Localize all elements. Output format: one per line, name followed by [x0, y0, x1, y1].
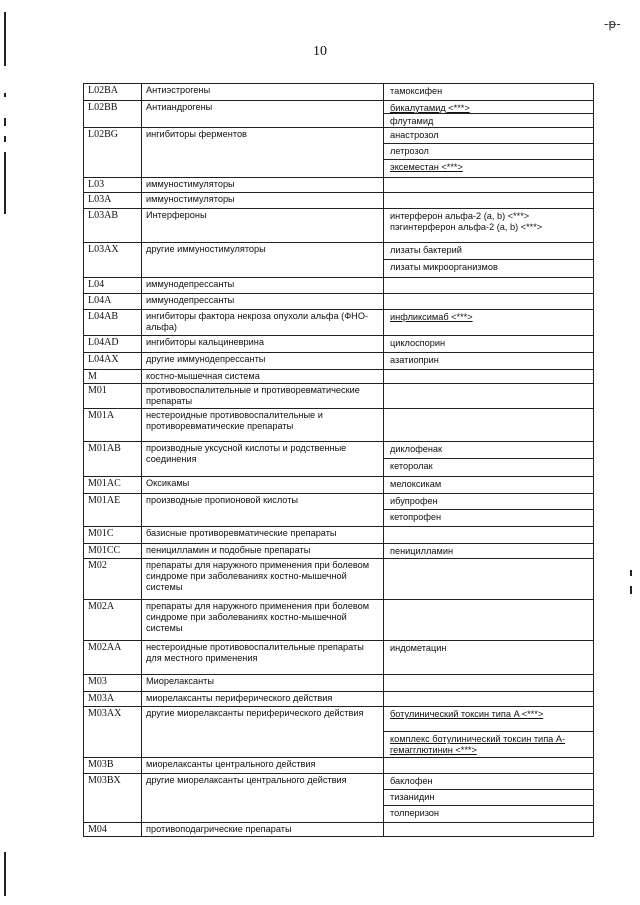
- table-row: [84, 193, 594, 209]
- table-row: [84, 675, 594, 692]
- scan-artifact: [4, 118, 6, 126]
- page-number: 10: [313, 44, 327, 59]
- table-row: [84, 774, 594, 823]
- table-row: [84, 310, 594, 336]
- drug-names-cell: [384, 477, 594, 494]
- atc-code-cell: M01CC: [84, 544, 142, 559]
- atc-code-cell: M03A: [84, 692, 142, 707]
- drug-names-cell: [384, 336, 594, 353]
- pharmacological-group-cell: нестероидные противовоспалительные и противоревматические препараты: [142, 409, 384, 442]
- pharmacological-group-cell: производные пропионовой кислоты: [142, 494, 384, 527]
- drug-name: флутамид: [390, 116, 434, 126]
- table-row: [84, 559, 594, 600]
- atc-code-cell: M01AC: [84, 477, 142, 494]
- scan-artifact: [630, 570, 632, 576]
- drug-names-cell: [384, 128, 594, 178]
- atc-code-cell: L04AB: [84, 310, 142, 336]
- drug-names-cell: [384, 823, 594, 837]
- atc-code-cell: L02BB: [84, 101, 142, 128]
- drug-names-cell: [384, 178, 594, 193]
- table-row: [84, 353, 594, 370]
- drug-classification-table: [83, 83, 594, 837]
- scan-artifact: [4, 93, 6, 97]
- pharmacological-group-cell: миорелаксанты периферического действия: [142, 692, 384, 707]
- pharmacological-group-cell: препараты для наружного применения при болевом синдроме при заболеваниях костно-мышечной системы: [142, 559, 384, 600]
- scan-artifact: [4, 136, 6, 142]
- drug-name: ботулинический токсин типа A <***>: [384, 707, 593, 732]
- drug-names-cell: [384, 559, 594, 600]
- pharmacological-group-cell: иммуностимуляторы: [142, 193, 384, 209]
- pharmacological-group-cell: Миорелаксанты: [142, 675, 384, 692]
- drug-names-cell: [384, 600, 594, 641]
- drug-name: тамоксифен: [390, 86, 443, 96]
- drug-name: лизаты микроорганизмов: [390, 262, 498, 272]
- pharmacological-group-cell: иммунодепрессанты: [142, 278, 384, 294]
- table-row: [84, 209, 594, 243]
- drug-names-cell: [384, 294, 594, 310]
- drug-names-cell: [384, 370, 594, 384]
- drug-names-cell: [384, 209, 594, 243]
- drug-name: эксеместан <***>: [390, 162, 463, 172]
- drug-names-cell: [384, 692, 594, 707]
- drug-name: циклоспорин: [390, 338, 446, 348]
- pharmacological-group-cell: Антиэстрогены: [142, 84, 384, 101]
- drug-name: диклофенак: [384, 442, 593, 459]
- table-row: [84, 527, 594, 544]
- atc-code-cell: M03B: [84, 758, 142, 774]
- drug-names-cell: [384, 193, 594, 209]
- drug-name: ибупрофен: [384, 494, 593, 510]
- pharmacological-group-cell: базисные противоревматические препараты: [142, 527, 384, 544]
- drug-name: лизаты бактерий: [384, 243, 593, 260]
- table-row: [84, 758, 594, 774]
- atc-code-cell: M01AB: [84, 442, 142, 477]
- drug-name: азатиоприн: [390, 355, 439, 365]
- atc-code-cell: L02BG: [84, 128, 142, 178]
- atc-code-cell: L04: [84, 278, 142, 294]
- drug-names-cell: [384, 641, 594, 675]
- drug-name: кетопрофен: [390, 512, 442, 522]
- pharmacological-group-cell: миорелаксанты центрального действия: [142, 758, 384, 774]
- drug-names-cell: [384, 278, 594, 294]
- drug-names-cell: [384, 675, 594, 692]
- table-row: [84, 101, 594, 128]
- drug-name: комплекс ботулинический токсин типа A-гемагглютинин <***>: [390, 734, 566, 755]
- scan-artifact: [4, 852, 6, 896]
- atc-code-cell: M02: [84, 559, 142, 600]
- atc-code-cell: M01C: [84, 527, 142, 544]
- atc-code-cell: M01A: [84, 409, 142, 442]
- table-row: [84, 178, 594, 193]
- pharmacological-group-cell: другие иммуностимуляторы: [142, 243, 384, 278]
- pharmacological-group-cell: ингибиторы фактора некроза опухоли альфа (ФНО-альфа): [142, 310, 384, 336]
- scan-artifact: [4, 12, 6, 66]
- drug-name: летрозол: [384, 144, 593, 160]
- table-row: [84, 641, 594, 675]
- drug-name: мелоксикам: [390, 479, 442, 489]
- table-row: [84, 294, 594, 310]
- atc-code-cell: L04AX: [84, 353, 142, 370]
- atc-code-cell: M02A: [84, 600, 142, 641]
- pharmacological-group-cell: Антиандрогены: [142, 101, 384, 128]
- atc-code-cell: M01AE: [84, 494, 142, 527]
- drug-name: индометацин: [390, 643, 447, 653]
- pharmacological-group-cell: пеницилламин и подобные препараты: [142, 544, 384, 559]
- pharmacological-group-cell: противоподагрические препараты: [142, 823, 384, 837]
- atc-code-cell: M03: [84, 675, 142, 692]
- pharmacological-group-cell: противовоспалительные и противоревматические препараты: [142, 384, 384, 409]
- table-row: [84, 600, 594, 641]
- table-row: [84, 692, 594, 707]
- drug-names-cell: [384, 101, 594, 128]
- table-row: [84, 278, 594, 294]
- table-row: [84, 442, 594, 477]
- scan-artifact: [630, 586, 632, 594]
- drug-names-cell: [384, 84, 594, 101]
- pharmacological-group-cell: ингибиторы ферментов: [142, 128, 384, 178]
- atc-code-cell: M03BX: [84, 774, 142, 823]
- table-row: [84, 707, 594, 758]
- drug-names-cell: [384, 310, 594, 336]
- atc-code-cell: M04: [84, 823, 142, 837]
- drug-name: пеницилламин: [390, 546, 454, 556]
- drug-names-cell: [384, 774, 594, 823]
- drug-name: бикалутамид <***>: [384, 101, 593, 114]
- table-row: [84, 84, 594, 101]
- drug-name: тизанидин: [384, 790, 593, 806]
- drug-names-cell: [384, 494, 594, 527]
- atc-code-cell: L03: [84, 178, 142, 193]
- pharmacological-group-cell: нестероидные противовоспалительные препараты для местного применения: [142, 641, 384, 675]
- pharmacological-group-cell: другие миорелаксанты периферического действия: [142, 707, 384, 758]
- scan-artifact: [4, 152, 6, 214]
- table-row: [84, 494, 594, 527]
- drug-names-cell: [384, 544, 594, 559]
- drug-names-cell: [384, 442, 594, 477]
- corner-mark: -ᵽ-: [604, 17, 621, 31]
- atc-code-cell: L04A: [84, 294, 142, 310]
- drug-names-cell: [384, 409, 594, 442]
- pharmacological-group-cell: производные уксусной кислоты и родственные соединения: [142, 442, 384, 477]
- table-row: [84, 336, 594, 353]
- table-row: [84, 409, 594, 442]
- pharmacological-group-cell: другие миорелаксанты центрального действия: [142, 774, 384, 823]
- pharmacological-group-cell: Интерфероны: [142, 209, 384, 243]
- drug-name: кеторолак: [390, 461, 433, 471]
- pharmacological-group-cell: другие иммунодепрессанты: [142, 353, 384, 370]
- atc-code-cell: M: [84, 370, 142, 384]
- pharmacological-group-cell: Оксикамы: [142, 477, 384, 494]
- drug-name: инфликсимаб <***>: [390, 312, 473, 322]
- table-row: [84, 370, 594, 384]
- drug-names-cell: [384, 384, 594, 409]
- drug-name: баклофен: [384, 774, 593, 790]
- atc-code-cell: M01: [84, 384, 142, 409]
- atc-code-cell: M03AX: [84, 707, 142, 758]
- pharmacological-group-cell: костно-мышечная система: [142, 370, 384, 384]
- atc-code-cell: L03AB: [84, 209, 142, 243]
- table-row: [84, 128, 594, 178]
- drug-names-cell: [384, 353, 594, 370]
- table-row: [84, 384, 594, 409]
- table-row: [84, 243, 594, 278]
- atc-code-cell: L02BA: [84, 84, 142, 101]
- drug-names-cell: [384, 707, 594, 758]
- drug-names-cell: [384, 527, 594, 544]
- table-row: [84, 544, 594, 559]
- atc-code-cell: L04AD: [84, 336, 142, 353]
- drug-name: анастрозол: [384, 128, 593, 144]
- table-row: [84, 823, 594, 837]
- atc-code-cell: L03AX: [84, 243, 142, 278]
- pharmacological-group-cell: иммунодепрессанты: [142, 294, 384, 310]
- drug-name: интерферон альфа-2 (a, b) <***> пэгинтерферон альфа-2 (a, b) <***>: [390, 211, 543, 232]
- atc-code-cell: M02AA: [84, 641, 142, 675]
- pharmacological-group-cell: ингибиторы кальциневрина: [142, 336, 384, 353]
- pharmacological-group-cell: иммуностимуляторы: [142, 178, 384, 193]
- drug-name: толперизон: [390, 808, 439, 818]
- atc-code-cell: L03A: [84, 193, 142, 209]
- drug-names-cell: [384, 243, 594, 278]
- drug-names-cell: [384, 758, 594, 774]
- table-row: [84, 477, 594, 494]
- pharmacological-group-cell: препараты для наружного применения при болевом синдроме при заболеваниях костно-мышечной системы: [142, 600, 384, 641]
